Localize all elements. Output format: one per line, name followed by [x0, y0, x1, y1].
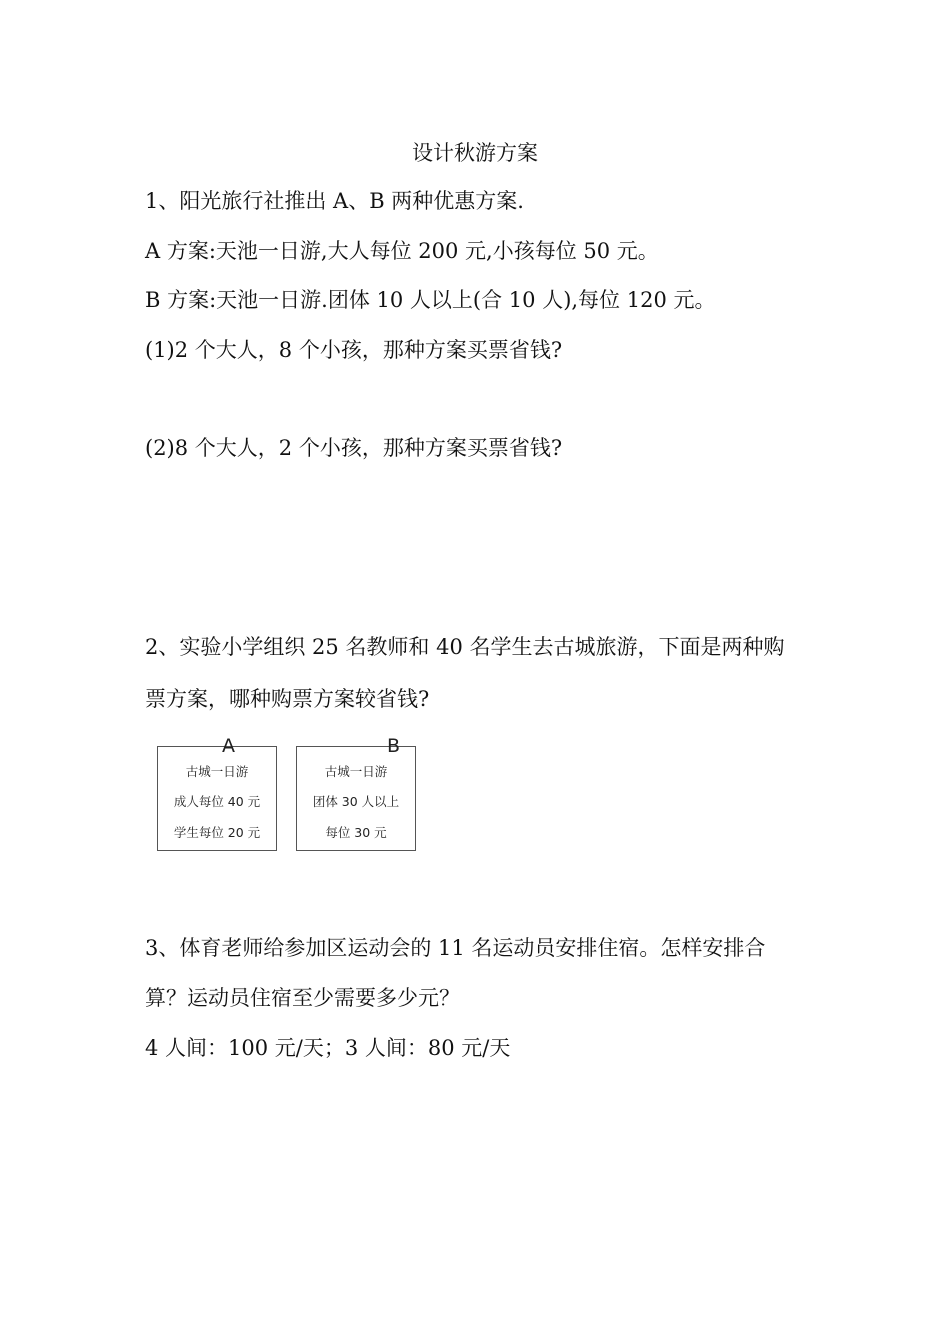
question-3-line-2: 算？运动员住宿至少需要多少元？: [145, 986, 460, 1010]
page-title: 设计秋游方案: [412, 141, 538, 165]
ticket-plan-a-box: [157, 735, 277, 851]
question-2-line-1: 2、实验小学组织 25 名教师和 40 名学生去古城旅游，下面是两种购: [145, 635, 785, 659]
plan-b-line: 每位 30 元: [325, 825, 387, 840]
plan-a-line: 学生每位 20 元: [173, 825, 261, 840]
plan-a-description: A 方案:天池一日游,大人每位 200 元,小孩每位 50 元。: [145, 239, 659, 263]
plan-a-line: 古城一日游: [185, 764, 249, 779]
plan-a-line: 成人每位 40 元: [173, 794, 261, 809]
question-1-part-2: (2)8 个大人，2 个小孩，那种方案买票省钱?: [145, 436, 563, 460]
question-1-part-1: (1)2 个大人，8 个小孩，那种方案买票省钱?: [145, 338, 563, 362]
question-1-intro: 1、阳光旅行社推出 A、B 两种优惠方案.: [145, 189, 524, 213]
plan-b-description: B 方案:天池一日游.团体 10 人以上(合 10 人),每位 120 元。: [145, 288, 716, 312]
plan-a-letter: A: [222, 735, 235, 757]
plan-b-letter: B: [387, 735, 401, 757]
plan-b-line: 古城一日游: [324, 764, 388, 779]
ticket-plan-b-box: [296, 735, 416, 851]
room-prices: 4 人间：100 元/天；3 人间：80 元/天: [145, 1036, 511, 1060]
plan-b-line: 团体 30 人以上: [312, 794, 400, 809]
question-3-line-1: 3、体育老师给参加区运动会的 11 名运动员安排住宿。怎样安排合: [145, 936, 766, 960]
question-2-line-2: 票方案，哪种购票方案较省钱?: [145, 687, 430, 711]
